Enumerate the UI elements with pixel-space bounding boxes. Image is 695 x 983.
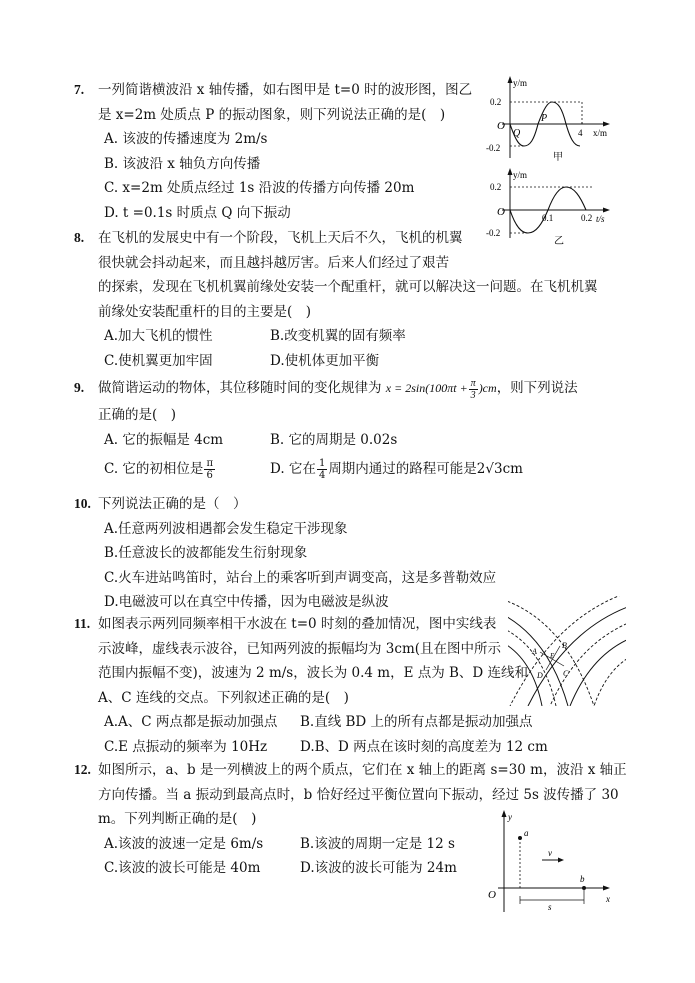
option-c: C.使机翼更加牢固 [104,352,213,369]
question-text: ，则下列说法 [496,380,578,396]
axis-label-x: t/s [596,214,605,224]
question-text: A、C 连线的交点。下列叙述正确的是( ) [98,689,349,706]
point-label-p: P [541,113,548,124]
axis-label-y: y [508,812,512,822]
question-text: 做简谐运动的物体，其位移随时间的变化规律为 [98,380,382,396]
point-label-a: a [524,828,529,838]
wave-figure-jia [480,72,620,164]
option-a: A.任意两列波相遇都会发生稳定干涉现象 [104,520,348,537]
option-d: D.使机体更加平衡 [270,352,380,369]
question-text: 如图所示，a、b 是一列横波上的两个质点，它们在 x 轴上的距离 s=30 m，波沿 x 轴正 [98,762,627,778]
point-label-c: C [563,669,569,678]
option-a: A. 它的振幅是 4cm [104,431,224,448]
option-d: D.B、D 两点在该时刻的高度差为 12 cm [300,738,548,755]
question-7 [74,78,494,225]
point-label-a: A [532,647,537,656]
question-text: 下列说法正确的是（ ） [98,496,247,512]
question-text: 一列简谐横波沿 x 轴传播，如右图甲是 t=0 时的波形图，图乙 [98,82,473,98]
figure-caption: 乙 [554,236,564,246]
question-number: 10. [74,496,91,511]
question-9 [74,373,634,486]
option-a: A. 该波的传播速度为 2m/s [104,131,268,147]
axis-label-x: x [606,894,610,904]
option-c: C.火车进站鸣笛时，站台上的乘客听到声调变高，这是多普勒效应 [104,569,497,586]
figure-caption: 甲 [553,152,563,163]
option-a: A.加大飞机的惯性 [104,328,213,344]
question-text: 示波峰，虚线表示波谷，已知两列波的振幅均为 3cm(且在图中所示 [98,640,502,657]
question-text: 前缘处安装配重杆的目的主要是( ) [98,303,312,320]
option-c: C. x=2m 处质点经过 1s 沿波的传播方向传播 20m [104,180,415,196]
point-a [518,836,522,840]
question-text: 很快就会抖动起来，而且越抖越厉害。后来人们经过了艰苦 [98,254,449,271]
tick-label: 4 [578,128,583,138]
option-b: B. 它的周期是 0.02s [270,431,398,448]
point-label-d: D [537,671,543,680]
tick-label: 0.1 [542,213,554,223]
option-d: D. 它在 $\frac{1}{4}$ 周期内通过的路程可能是2√3cm [270,458,523,481]
question-text: 的探索，发现在飞机机翼前缘处安装一个配重杆，就可以解决这一问题。在飞机机翼 [98,279,598,295]
question-number: 9. [74,380,85,395]
question-number: 7. [74,82,85,97]
tick-label: -0.2 [486,228,501,238]
option-d: D.电磁波可以在真空中传播，因为电磁波是纵波 [104,594,389,610]
option-a: A.A、C 两点都是振动加强点 [104,714,278,730]
axis-label-y: y/m [513,170,528,180]
tick-label: -0.2 [486,143,501,153]
point-b [582,886,586,890]
question-number: 12. [74,762,91,777]
velocity-label: v [548,848,552,858]
option-b: B.任意波长的波都能发生衍射现象 [104,545,308,561]
origin-label: O [497,120,505,132]
tick-label: 0.2 [581,213,593,223]
question-number: 8. [74,230,85,245]
question-8 [74,226,634,373]
distance-label: s [548,902,552,912]
axis-label-y: y/m [513,78,528,88]
point-label-b: B [562,641,567,650]
axis-label-x: x/m [593,128,608,138]
option-c: C.该波的波长可能是 40m [104,860,261,876]
option-b: B.该波的周期一定是 12 s [300,835,455,852]
question-text: 如图表示两列同频率相干水波在 t=0 时刻的叠加情况，图中实线表 [98,616,497,632]
wave-points-figure [484,806,618,916]
question-text: 正确的是( ) [98,407,177,423]
tick-label: 0.2 [490,182,502,192]
question-number: 11. [74,616,91,631]
origin-label: O [488,889,496,901]
interference-figure [508,596,626,706]
option-c: C.E 点振动的频率为 10Hz [104,738,268,755]
option-c: C. 它的初相位是 $\frac{\pi}{6}$ [104,458,214,481]
option-b: B. 该波沿 x 轴负方向传播 [104,155,261,172]
question-text: m。下列判断正确的是( ) [98,811,257,827]
point-label-b: b [580,874,585,884]
question-text: 方向传播。当 a 振动到最高点时，b 恰好经过平衡位置向下振动，经过 5s 波传播了 30 [98,786,619,803]
option-b: B.改变机翼的固有频率 [270,328,406,344]
point-label-q: Q [513,128,521,139]
tick-label: 0.2 [490,97,502,107]
question-text: 是 x=2m 处质点 P 的振动图象，则下列说法正确的是( ) [98,106,446,123]
question-text: 在飞机的发展史中有一个阶段，飞机上天后不久，飞机的机翼 [98,230,463,246]
point-label-e: E [550,652,555,660]
origin-label: O [497,206,505,218]
option-d: D.该波的波长可能为 24m [300,860,457,876]
option-b: B.直线 BD 上的所有点都是振动加强点 [300,714,533,730]
option-a: A.该波的波速一定是 6m/s [104,835,264,852]
formula: x = 2sin(100πt + $\frac{\pi}{3}$ )cm [385,377,497,401]
option-d: D. t =0.1s 时质点 Q 向下振动 [104,204,291,221]
question-text: 范围内振幅不变)，波速为 2 m/s，波长为 0.4 m，E 点为 B、D 连线和 [98,665,529,681]
